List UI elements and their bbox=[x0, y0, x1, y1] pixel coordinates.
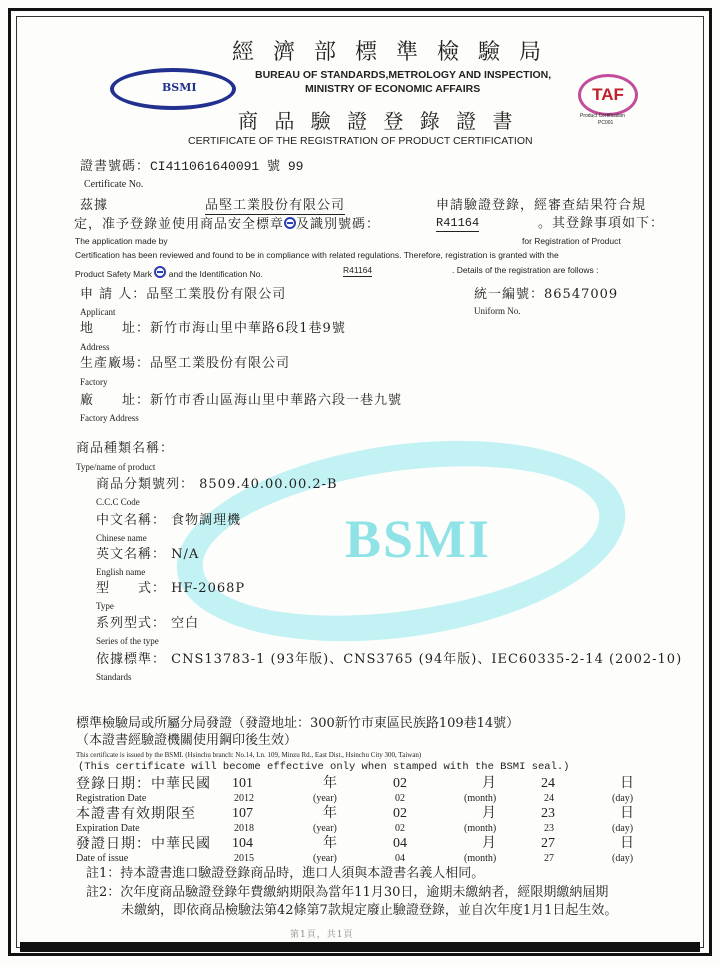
product-type-title: 商品種類名稱： bbox=[76, 441, 175, 456]
unit-day-en: (day) bbox=[612, 823, 634, 834]
date-year-roc: 101 bbox=[232, 776, 253, 791]
statement-en-3d: . Details of the registration are follows : bbox=[452, 265, 599, 275]
factory-name: 生產廠場：品堅工業股份有限公司 bbox=[80, 356, 291, 371]
unit-day: 日 bbox=[620, 836, 634, 851]
safety-mark-icon bbox=[154, 266, 166, 278]
address-label-en: Address bbox=[80, 342, 110, 352]
statement-company: 品堅工業股份有限公司 bbox=[205, 198, 346, 213]
date-day: 27 bbox=[541, 836, 555, 851]
uniform-no: 統一編號：86547009 bbox=[474, 287, 619, 302]
date-day-en: 23 bbox=[544, 823, 554, 834]
safety-mark-icon bbox=[284, 217, 296, 229]
unit-month: 月 bbox=[482, 776, 496, 791]
note-1: 註1：持本證書進口驗證登錄商品時，進口人須與本證書名義人相同。 bbox=[86, 866, 485, 881]
unit-month: 月 bbox=[482, 836, 496, 851]
date-label-en: Registration Date bbox=[76, 793, 147, 804]
date-day: 23 bbox=[541, 806, 555, 821]
product-field: 系列型式： 空白 bbox=[96, 616, 200, 631]
bottom-bar bbox=[20, 942, 700, 952]
bsmi-logo: BSMI bbox=[110, 68, 236, 110]
applicant-label-en: Applicant bbox=[80, 307, 116, 317]
date-label-en: Date of issue bbox=[76, 853, 129, 864]
date-month: 02 bbox=[393, 776, 407, 791]
note-2-line-2: 未繳納，即依商品檢驗法第42條第7款規定廢止驗證登錄，並自次年度1月1日起生效。 bbox=[121, 903, 618, 918]
date-label-en: Expiration Date bbox=[76, 823, 140, 834]
note-2-line-1: 註2：次年度商品驗證登錄年費繳納期限為當年11月30日，逾期未繳納者，經限期繳納屆期 bbox=[86, 885, 609, 900]
product-field: 型 式： HF-2068P bbox=[96, 581, 246, 596]
factory-address-label-en: Factory Address bbox=[80, 413, 139, 423]
date-year-roc: 107 bbox=[232, 806, 253, 821]
date-month-en: 04 bbox=[395, 853, 405, 864]
cert-no-value: CI411061640091 號 99 bbox=[150, 159, 304, 174]
cert-no-label-en: Certificate No. bbox=[84, 179, 144, 190]
uniform-no-label-en: Uniform No. bbox=[474, 306, 521, 316]
product-field-label-en: Series of the type bbox=[96, 636, 159, 646]
issuer-zh: 標準檢驗局或所屬分局發證（發證地址：300新竹市東區民族路109巷14號） bbox=[76, 716, 520, 731]
identification-no-en: R41164 bbox=[343, 265, 373, 275]
page-footer: 第1頁，共1頁 bbox=[290, 930, 354, 940]
cert-no-label: 證書號碼： bbox=[80, 159, 151, 174]
date-year-roc: 104 bbox=[232, 836, 253, 851]
applicant-address: 地 址：新竹市海山里中華路6段1巷9號 bbox=[80, 321, 346, 336]
issuer-seal-note-en: (This certificate will become effective only when stamped with the BSMI seal.) bbox=[78, 761, 570, 773]
issuer-seal-note-zh: （本證書經驗證機關使用鋼印後生效） bbox=[76, 733, 298, 748]
unit-month-en: (month) bbox=[464, 823, 497, 834]
statement-zh-2c: 。其登錄事項如下： bbox=[538, 216, 665, 231]
product-field: 依據標準： CNS13783-1 (93年版)、CNS3765 (94年版)、IEC60335-2-14 (2002-10) bbox=[96, 652, 683, 667]
unit-year: 年 bbox=[323, 836, 337, 851]
factory-label-en: Factory bbox=[80, 377, 108, 387]
date-year-ad: 2012 bbox=[234, 793, 254, 804]
unit-month-en: (month) bbox=[464, 793, 497, 804]
unit-month-en: (month) bbox=[464, 853, 497, 864]
product-type-title-en: Type/name of product bbox=[76, 462, 156, 472]
unit-year: 年 bbox=[323, 806, 337, 821]
statement-en-2: Certification has been reviewed and found to be in compliance with related regulations. Therefore, registration is granted with the bbox=[75, 250, 559, 260]
date-day-en: 24 bbox=[544, 793, 554, 804]
date-year-ad: 2015 bbox=[234, 853, 254, 864]
statement-zh-2: 定，准予登錄並使用商品安全標章 及識別號碼： bbox=[74, 217, 381, 232]
date-label: 登錄日期：中華民國 bbox=[76, 776, 211, 792]
factory-address: 廠 址：新竹市香山區海山里中華路六段一巷九號 bbox=[80, 393, 403, 408]
date-day-en: 27 bbox=[544, 853, 554, 864]
product-field: 中文名稱： 食物調理機 bbox=[96, 513, 242, 528]
agency-name-en-2: MINISTRY OF ECONOMIC AFFAIRS bbox=[305, 83, 481, 95]
unit-day: 日 bbox=[620, 776, 634, 791]
statement-en-1b: for Registration of Product bbox=[522, 236, 621, 246]
date-month: 04 bbox=[393, 836, 407, 851]
statement-zh-1a: 茲據 bbox=[80, 198, 109, 213]
product-field-label-en: C.C.C Code bbox=[96, 497, 140, 507]
certificate-title-zh: 商 品 驗 證 登 錄 證 書 bbox=[238, 109, 518, 133]
agency-name-zh: 經 濟 部 標 準 檢 驗 局 bbox=[232, 40, 547, 65]
issuer-en: This certificate is issued by the BSMI. (Hsinchu branch: No.14, Ln. 109, Minzu Rd., East Dist., Hsinchu City 300, Taiwan) bbox=[76, 751, 422, 759]
statement-en-3: Product Safety Mark and the Identification No. bbox=[75, 266, 263, 280]
unit-day-en: (day) bbox=[612, 793, 634, 804]
certificate-title-en: CERTIFICATE OF THE REGISTRATION OF PRODUCT CERTIFICATION bbox=[188, 135, 533, 147]
taf-caption: Product Certification bbox=[580, 113, 626, 119]
taf-code: PC001 bbox=[598, 120, 614, 126]
date-day: 24 bbox=[541, 776, 555, 791]
unit-month: 月 bbox=[482, 806, 496, 821]
product-field-label-en: Type bbox=[96, 601, 114, 611]
product-field: 英文名稱： N/A bbox=[96, 547, 200, 562]
unit-day: 日 bbox=[620, 806, 634, 821]
applicant-name: 申 請 人：品堅工業股份有限公司 bbox=[80, 287, 287, 302]
agency-name-en-1: BUREAU OF STANDARDS,METROLOGY AND INSPECTION, bbox=[255, 69, 552, 81]
product-field-label-en: Chinese name bbox=[96, 533, 147, 543]
product-field-label-en: English name bbox=[96, 567, 146, 577]
unit-year: 年 bbox=[323, 776, 337, 791]
product-field: 商品分類號列： 8509.40.00.00.2-B bbox=[96, 477, 338, 492]
product-field-label-en: Standards bbox=[96, 672, 132, 682]
unit-year-en: (year) bbox=[313, 823, 337, 834]
identification-no: R41164 bbox=[436, 216, 480, 230]
statement-zh-1b: 申請驗證登錄，經審查結果符合規 bbox=[436, 198, 647, 213]
statement-en-1a: The application made by bbox=[75, 236, 168, 246]
date-month: 02 bbox=[393, 806, 407, 821]
date-label: 發證日期：中華民國 bbox=[76, 836, 211, 852]
date-label: 本證書有效期限至 bbox=[76, 806, 196, 822]
bsmi-watermark-text: BSMI bbox=[345, 509, 492, 569]
unit-year-en: (year) bbox=[313, 853, 337, 864]
unit-year-en: (year) bbox=[313, 793, 337, 804]
date-month-en: 02 bbox=[395, 793, 405, 804]
date-month-en: 02 bbox=[395, 823, 405, 834]
taf-logo: TAF bbox=[578, 74, 638, 116]
unit-day-en: (day) bbox=[612, 853, 634, 864]
date-year-ad: 2018 bbox=[234, 823, 254, 834]
